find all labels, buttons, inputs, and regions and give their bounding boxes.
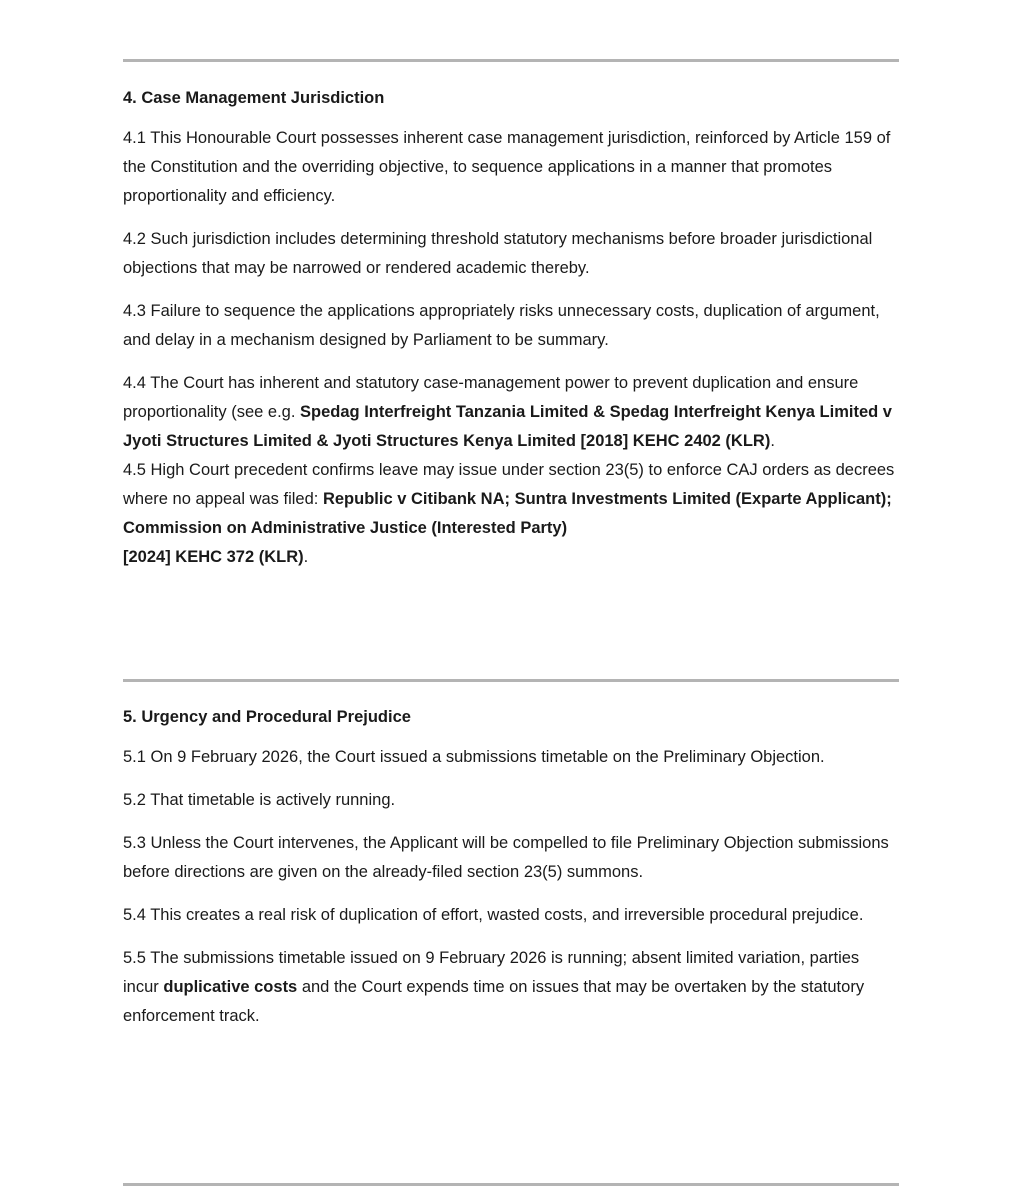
section-case-management-jurisdiction	[123, 86, 899, 586]
paragraph-5-5	[123, 944, 899, 1031]
paragraph-4-4	[123, 369, 899, 456]
paragraph-4-5-text: 4.5 High Court precedent confirms leave may issue under section 23(5) to enforce CAJ orders as decrees where no appeal was filed:	[123, 461, 895, 508]
paragraph-4-2: 4.2 Such jurisdiction includes determining threshold statutory mechanisms before broader jurisdictional objections that may be narrowed or rendered academic thereby.	[123, 230, 873, 277]
case-citation-citibank-report: [2024] KEHC 372 (KLR)	[123, 548, 304, 566]
paragraph-5-3: 5.3 Unless the Court intervenes, the Applicant will be compelled to file Preliminary Objection submissions before directions are given on the already-filed section 23(5) summons.	[123, 834, 889, 881]
section-5-heading: 5. Urgency and Procedural Prejudice	[123, 708, 411, 726]
case-citation-spedag: Spedag Interfreight Tanzania Limited & Spedag Interfreight Kenya Limited v Jyoti Structures Limited & Jyoti Structures Kenya Limited [2018] KEHC 2402 (KLR)	[123, 403, 892, 450]
paragraph-4-4-end: .	[770, 432, 775, 450]
paragraph-5-5-text: 5.5 The submissions timetable issued on 9 February 2026 is running; absent limited variation, parties incur	[123, 949, 860, 996]
horizontal-rule-top	[123, 59, 899, 62]
paragraph-5-4: 5.4 This creates a real risk of duplication of effort, wasted costs, and irreversible procedural prejudice.	[123, 906, 864, 924]
paragraph-4-5	[123, 456, 899, 572]
horizontal-rule-bottom	[123, 1183, 899, 1186]
paragraph-4-4-text: 4.4 The Court has inherent and statutory case-management power to prevent duplication and ensure proportionality (see e.g.	[123, 374, 859, 421]
section-urgency-procedural-prejudice	[123, 705, 899, 1045]
paragraph-5-1: 5.1 On 9 February 2026, the Court issued a submissions timetable on the Preliminary Objection.	[123, 748, 825, 766]
section-4-heading: 4. Case Management Jurisdiction	[123, 89, 385, 107]
emphasis-duplicative-costs: duplicative costs	[163, 978, 298, 996]
horizontal-rule-middle	[123, 679, 899, 682]
paragraph-5-2: 5.2 That timetable is actively running.	[123, 791, 396, 809]
paragraph-4-1: 4.1 This Honourable Court possesses inherent case management jurisdiction, reinforced by Article 159 of the Constitution and the overriding objective, to sequence applications in a manner that promotes proportionality and efficiency.	[123, 129, 891, 205]
paragraph-4-3: 4.3 Failure to sequence the applications appropriately risks unnecessary costs, duplication of argument, and delay in a mechanism designed by Parliament to be summary.	[123, 302, 880, 349]
paragraph-5-5-end: and the Court expends time on issues that may be overtaken by the statutory enforcement track.	[123, 978, 865, 1025]
paragraph-4-5-end: .	[303, 548, 309, 566]
case-citation-citibank: Republic v Citibank NA; Suntra Investments Limited (Exparte Applicant); Commission on Administrative Justice (Interested Party)	[123, 490, 892, 537]
